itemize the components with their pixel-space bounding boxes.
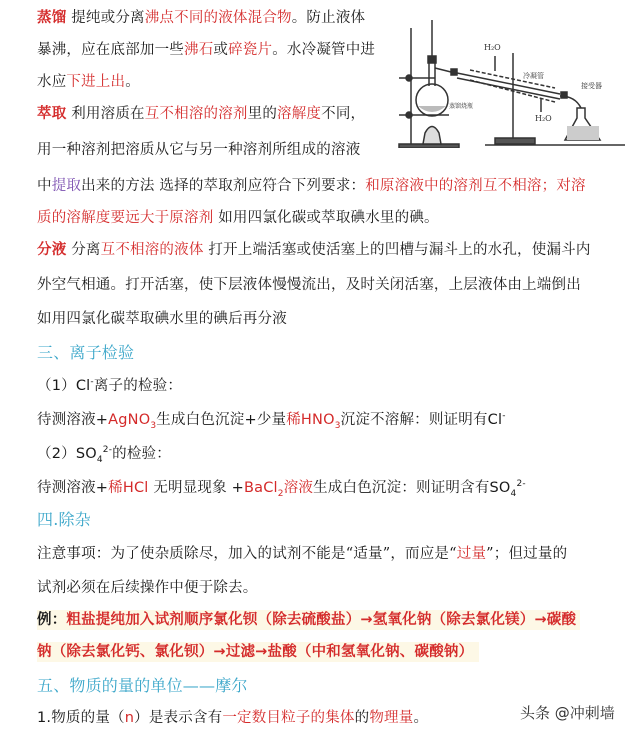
text: 注意事项：为了使杂质除尽，加入的试剂不能是“适量”，而应是“ xyxy=(37,546,457,562)
highlight-text: 溶液 xyxy=(283,480,314,496)
highlight-text: 一定数目粒子的集体 xyxy=(222,710,355,726)
highlight-text: 溶解度 xyxy=(277,106,322,122)
superscript: - xyxy=(90,377,94,388)
term-extraction: 萃取 xyxy=(37,105,67,122)
text: 。 xyxy=(413,710,429,726)
highlight-text: 稀HNO xyxy=(286,412,335,428)
term-distillation: 蒸馏 xyxy=(37,9,67,26)
text: 提纯或分离 xyxy=(66,10,145,26)
text: 沉淀不溶解：则证明有Cl xyxy=(340,412,503,428)
distillation-line-3 xyxy=(37,72,140,92)
text: 如用四氯化碳或萃取碘水里的碘。 xyxy=(213,210,439,226)
text: （1）Cl xyxy=(37,378,91,394)
example-line-1 xyxy=(37,610,580,630)
watermark: 头条 @冲刺墙 xyxy=(520,704,615,722)
subscript: 3 xyxy=(334,420,341,431)
subscript: 4 xyxy=(96,454,103,465)
purple-text: 提取 xyxy=(51,178,82,194)
svg-text:H₂O: H₂O xyxy=(535,114,552,123)
highlight-text: 互不相溶的溶剂 xyxy=(144,106,248,122)
text: 出来的方法 选择的萃取剂应符合下列要求： xyxy=(81,178,366,194)
highlight-text: 过量 xyxy=(456,546,487,562)
svg-text:接受器: 接受器 xyxy=(581,82,602,90)
extraction-line-4 xyxy=(37,208,439,228)
distillation-line-1 xyxy=(37,8,365,28)
text: 离子的检验： xyxy=(93,378,183,394)
text: （2）SO xyxy=(37,446,97,462)
text: 待测溶液+ xyxy=(37,480,109,496)
text: 1.物质的量（ xyxy=(37,710,125,726)
highlight-text: 和原溶液中的溶剂互不相溶；对溶 xyxy=(365,178,586,194)
highlight-text: 质的溶解度要远大于原溶剂 xyxy=(37,210,214,226)
term-separation: 分液 xyxy=(37,241,67,258)
section-5-heading: 五、物质的量的单位——摩尔 xyxy=(37,676,248,695)
svg-text:H₂O: H₂O xyxy=(484,43,501,52)
highlight-text: BaCl xyxy=(243,480,278,496)
text: ）是表示含有 xyxy=(134,710,223,726)
text: 暴沸，应在底部加一些 xyxy=(37,42,184,58)
mole-definition-line xyxy=(37,708,428,728)
superscript: 2- xyxy=(102,445,113,456)
highlight-text: 碎瓷片 xyxy=(228,42,273,58)
text: 。防止液体 xyxy=(291,10,366,26)
superscript: - xyxy=(502,411,506,422)
text: 或 xyxy=(213,42,229,58)
text: 里的 xyxy=(247,106,278,122)
text: 水应 xyxy=(37,74,67,90)
text: 无明显现象 + xyxy=(148,480,244,496)
section-3-heading: 三、离子检验 xyxy=(37,343,135,362)
section-4-heading: 四.除杂 xyxy=(37,510,91,529)
highlight-text: 沸点不同的液体混合物 xyxy=(144,10,292,26)
so4-test-title xyxy=(37,444,171,464)
extraction-line-2: 用一种溶剂把溶质从它与另一种溶剂所组成的溶液 xyxy=(37,142,361,158)
cl-test-line xyxy=(37,410,506,430)
apparatus-illustration xyxy=(385,8,635,148)
highlight-text: 下进上出 xyxy=(66,74,126,90)
text: 生成白色沉淀+少量 xyxy=(156,412,287,428)
extraction-line-3 xyxy=(37,176,586,196)
separation-line-3: 如用四氯化碳萃取碘水里的碘后再分液 xyxy=(37,311,287,327)
svg-text:冷凝管: 冷凝管 xyxy=(523,72,544,80)
distillation-line-2 xyxy=(37,40,375,60)
highlight-text: AgNO xyxy=(108,412,151,428)
distillation-apparatus-diagram xyxy=(385,8,635,148)
highlight-text: 稀HCl xyxy=(108,480,149,496)
subscript: 2 xyxy=(277,488,284,499)
highlight-text: 粗盐提纯加入试剂顺序氯化钡（除去硫酸盐）→氢氧化钠（除去氯化镁）→碳酸 xyxy=(66,612,577,628)
superscript: 2- xyxy=(516,479,526,490)
separation-line-1 xyxy=(37,240,591,260)
example-line-2: 钠（除去氯化钙、氯化钡）→过滤→盐酸（中和氢氧化钠、碳酸钠） xyxy=(37,642,479,662)
text: 不同， xyxy=(321,106,366,122)
cl-test-title xyxy=(37,376,182,396)
text: 生成白色沉淀：则证明含有SO xyxy=(313,480,511,496)
text: 打开上端活塞或使活塞上的凹槽与漏斗上的水孔，使漏斗内 xyxy=(203,242,591,258)
example-label: 例： xyxy=(37,612,67,628)
text: 中 xyxy=(37,178,52,194)
svg-text:蒸馏烧瓶: 蒸馏烧瓶 xyxy=(449,103,474,110)
extraction-line-1 xyxy=(37,104,365,124)
highlight-text: 物理量 xyxy=(369,710,414,726)
text: ”；但过量的 xyxy=(486,546,568,562)
so4-test-line xyxy=(37,478,526,498)
subscript: 3 xyxy=(150,420,157,431)
text: 。水冷凝管中进 xyxy=(272,42,376,58)
text: 。 xyxy=(125,74,140,90)
highlight-text: n xyxy=(124,710,135,726)
separation-line-2: 外空气相通。打开活塞，使下层液体慢慢流出，及时关闭活塞，上层液体由上端倒出 xyxy=(37,277,581,293)
text: 待测溶液+ xyxy=(37,412,109,428)
highlight-text: 沸石 xyxy=(184,42,214,58)
text: 分离 xyxy=(66,242,101,258)
text: 的检验： xyxy=(112,446,171,462)
impurity-note-line-1 xyxy=(37,544,567,564)
subscript: 4 xyxy=(510,488,517,499)
text: 的 xyxy=(354,710,370,726)
impurity-note-line-2: 试剂必须在后续操作中便于除去。 xyxy=(37,580,258,596)
highlight-text: 互不相溶的液体 xyxy=(100,242,204,258)
text: 利用溶质在 xyxy=(66,106,145,122)
